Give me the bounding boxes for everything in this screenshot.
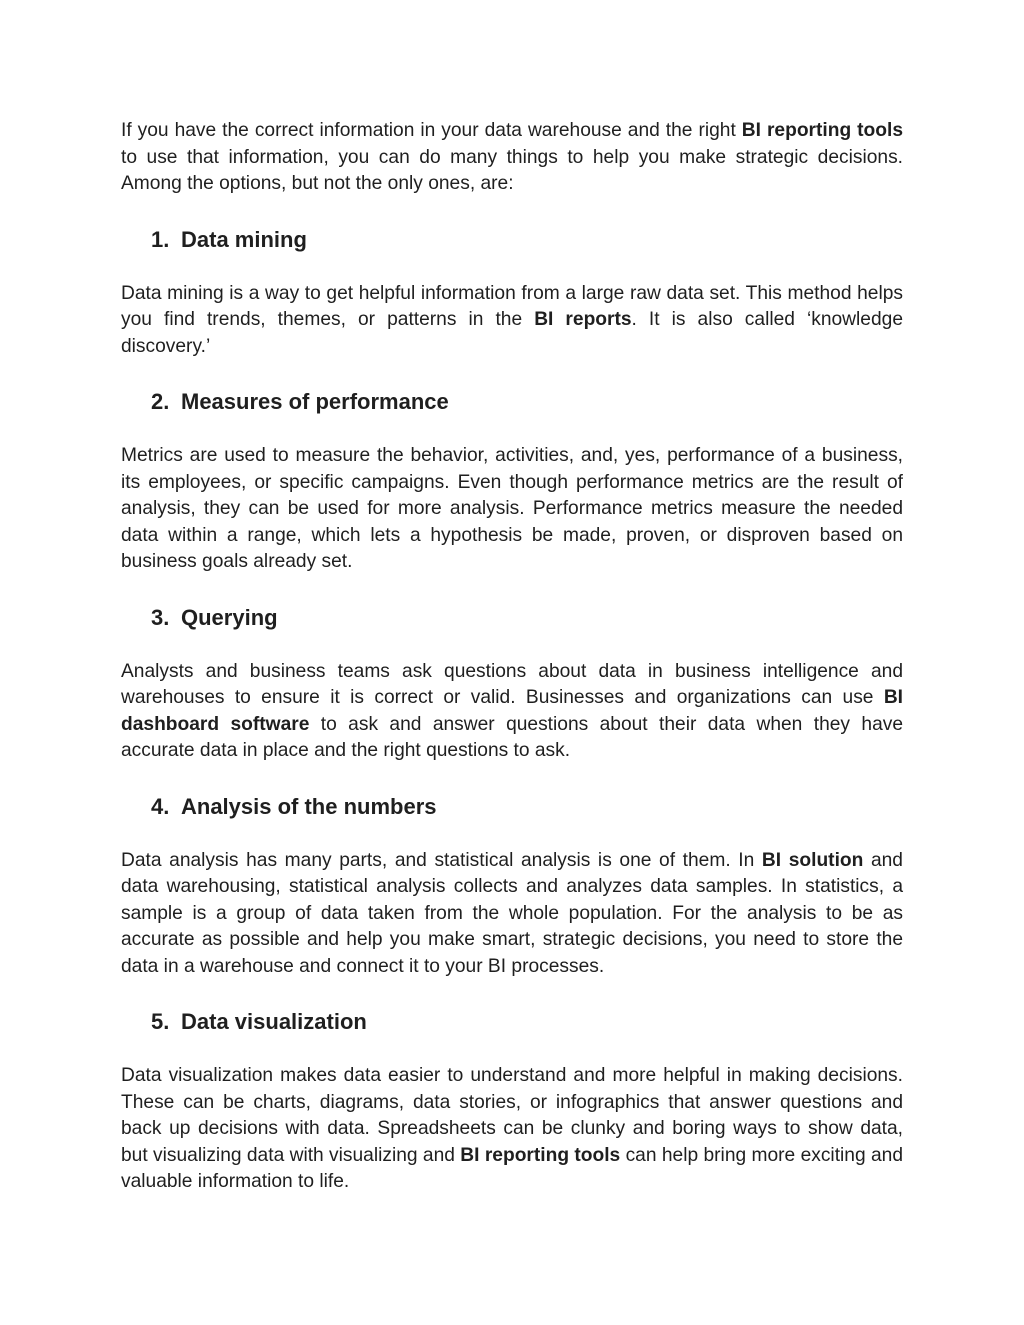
paragraph-text-2: and data warehousing, statistical analysis collects and analyzes data samples. In statistics, a sample is a group of data taken from the whole population. For the analysis to be as accurate as possible and help you make smart, strategic decisions, you need to store the data in a warehouse and connect it to your BI processes. [121, 849, 903, 977]
section-paragraph-querying [121, 659, 903, 765]
bold-bi-solution: BI solution [761, 849, 864, 871]
paragraph-text-1: Data visualization makes data easier to understand and more helpful in making decisions. These can be charts, diagrams, data stories, or infographics that answer questions and back up decisions with data. Spreadsheets can be clunky and boring ways to show data, but visualizing data with visualizing and [121, 1065, 903, 1166]
paragraph-text-2: to ask and answer questions about their data when they have accurate data in place and the right questions to ask. [121, 713, 903, 761]
section-heading-querying [121, 604, 903, 632]
section-paragraph-analysis-of-the-numbers [121, 848, 903, 981]
section-title: Data visualization [181, 1009, 367, 1034]
section-paragraph-data-visualization [121, 1063, 903, 1196]
section-heading-analysis-of-the-numbers [121, 793, 903, 821]
paragraph-text-1: Data mining is a way to get helpful information from a large raw data set. This method helps you find trends, themes, or patterns in the [121, 282, 903, 330]
section-title: Analysis of the numbers [181, 793, 437, 819]
section-paragraph-data-mining [121, 281, 903, 361]
section-title: Querying [181, 604, 278, 630]
intro-bold-bi-reporting-tools: BI reporting tools [741, 120, 903, 141]
section-heading-data-mining [121, 226, 903, 254]
intro-text-1: If you have the correct information in your data warehouse and the right [121, 120, 742, 141]
intro-paragraph [121, 118, 903, 198]
section-title: Data mining [181, 226, 307, 252]
section-number: 1. [151, 226, 170, 252]
paragraph-text-1: Data analysis has many parts, and statistical analysis is one of them. In [121, 849, 762, 871]
bold-bi-reporting-tools: BI reporting tools [460, 1144, 621, 1166]
section-number: 2. [151, 389, 170, 414]
section-title: Measures of performance [181, 389, 449, 414]
intro-text-2: to use that information, you can do many things to help you make strategic decisions. Among the options, but not the only ones, are: [121, 146, 903, 194]
section-number: 4. [151, 793, 170, 819]
paragraph-text-2: can help bring more exciting and valuable information to life. [121, 1144, 903, 1192]
paragraph-text-2: . It is also called ‘knowledge discovery.’ [121, 309, 903, 357]
section-paragraph-measures-of-performance [121, 443, 903, 576]
bold-bi-reports: BI reports [534, 309, 632, 330]
section-heading-measures-of-performance [121, 388, 903, 416]
paragraph-text-1: Metrics are used to measure the behavior, activities, and, yes, performance of a business, its employees, or specific campaigns. Even though performance metrics are the result of analysis, they can be used for more analysis. Performance metrics measure the needed data within a range, which lets a hypothesis be made, proven, or disproven based on business goals already set. [121, 445, 903, 572]
section-number: 5. [151, 1009, 170, 1034]
section-heading-data-visualization [121, 1008, 903, 1036]
paragraph-text-1: Analysts and business teams ask questions about data in business intelligence and warehouses to ensure it is correct or valid. Businesses and organizations can use [121, 660, 903, 708]
document-page [121, 118, 903, 1196]
section-number: 3. [151, 604, 170, 630]
bold-bi-dashboard-software: BI dashboard software [121, 687, 903, 735]
